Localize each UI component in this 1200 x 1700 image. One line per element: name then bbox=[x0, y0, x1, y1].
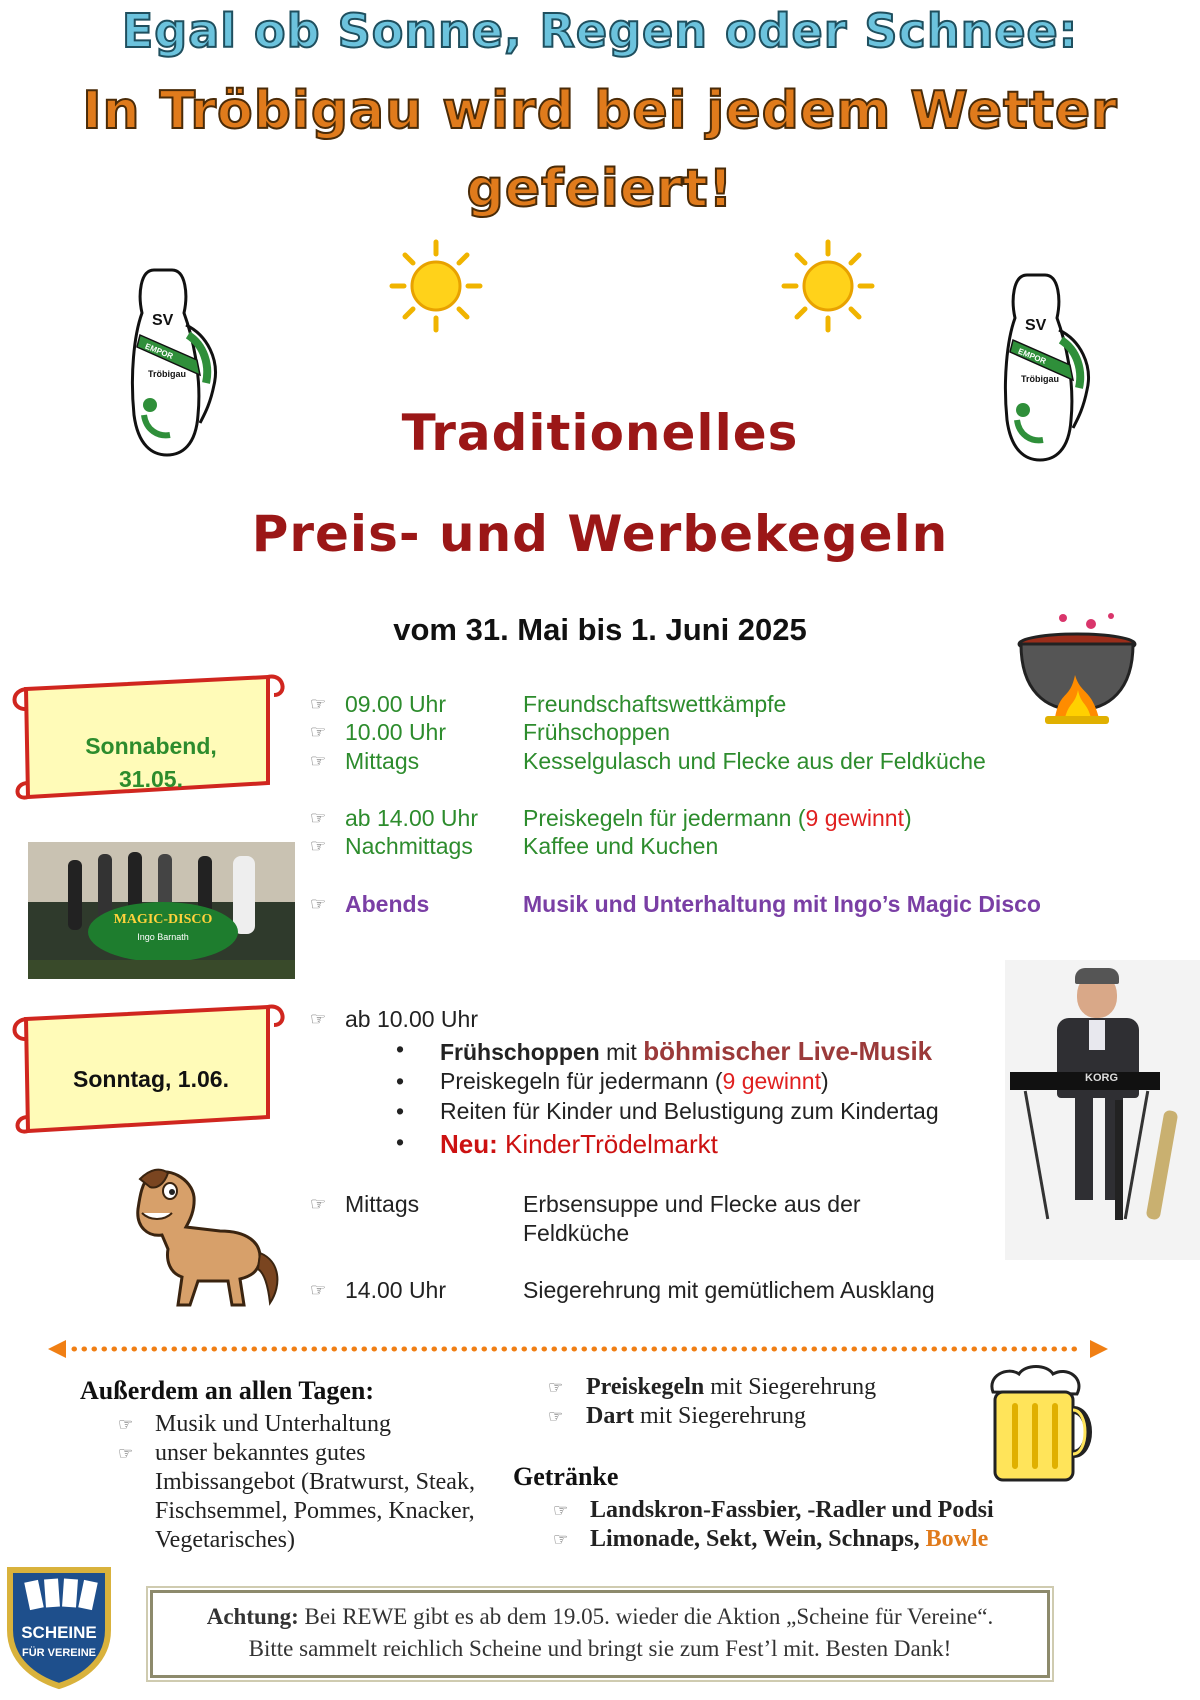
pin-logo-sv: SV bbox=[152, 312, 174, 329]
pointing-hand-icon: ☞ bbox=[310, 1194, 327, 1214]
pointing-hand-icon: ☞ bbox=[553, 1530, 569, 1549]
event-title-line2: Preis- und Werbekegeln bbox=[251, 505, 949, 563]
pointing-hand-icon: ☞ bbox=[118, 1415, 134, 1434]
schedule-desc: Frühschoppen bbox=[523, 719, 671, 745]
everyday-heading: Außerdem an allen Tagen: bbox=[80, 1376, 374, 1405]
badge-line2: FÜR VEREINE bbox=[22, 1647, 96, 1659]
schedule-time: ab 10.00 Uhr bbox=[345, 1006, 478, 1032]
saturday-label bbox=[26, 733, 276, 793]
pin-logo-town: Tröbigau bbox=[1021, 374, 1059, 384]
event-title-line1: Traditionelles bbox=[401, 404, 799, 462]
drinks-heading: Getränke bbox=[513, 1462, 619, 1491]
pointing-hand-icon: ☞ bbox=[548, 1407, 564, 1426]
horse-icon bbox=[120, 1165, 285, 1315]
schedule-desc: Preiskegeln für jedermann (9 gewinnt) bbox=[523, 805, 912, 831]
pointing-hand-icon: ☞ bbox=[310, 894, 327, 914]
pointing-hand-icon: ☞ bbox=[310, 808, 327, 828]
magic-disco-sub: Ingo Barnath bbox=[137, 932, 189, 942]
schedule-desc: Freundschaftswettkämpfe bbox=[523, 691, 787, 717]
dotted-separator bbox=[48, 1338, 1108, 1360]
pointing-hand-icon: ☞ bbox=[548, 1378, 564, 1397]
saturday-label-day: Sonnabend, bbox=[85, 733, 217, 759]
event-dates: vom 31. Mai bis 1. Juni 2025 bbox=[393, 612, 807, 647]
schedule-time: 10.00 Uhr bbox=[345, 719, 447, 745]
notice-line2: Bitte sammelt reichlich Scheine und bringt sie zum Fest’l mit. Besten Dank! bbox=[248, 1636, 952, 1661]
pointing-hand-icon: ☞ bbox=[310, 1009, 327, 1029]
schedule-time: Mittags bbox=[345, 748, 420, 774]
schedule-time: 09.00 Uhr bbox=[345, 691, 447, 717]
headline-line-a: In Tröbigau wird bei jedem Wetter bbox=[82, 81, 1118, 141]
pointing-hand-icon: ☞ bbox=[310, 694, 327, 714]
keyboard-brand: KORG bbox=[1085, 1072, 1118, 1084]
schedule-desc-highlight: 9 gewinnt bbox=[805, 805, 904, 831]
schedule-time: Nachmittags bbox=[345, 833, 473, 859]
beer-mug-icon bbox=[985, 1362, 1095, 1487]
pointing-hand-icon: ☞ bbox=[553, 1501, 569, 1520]
schedule-desc: Musik und Unterhaltung mit Ingo’s Magic Disco bbox=[523, 891, 1041, 917]
rewe-notice-box bbox=[150, 1590, 1050, 1678]
headline-weather: Egal ob Sonne, Regen oder Schnee: bbox=[121, 4, 1079, 58]
cauldron-icon bbox=[1015, 610, 1145, 730]
sunday-label: Sonntag, 1.06. bbox=[73, 1066, 229, 1092]
headline-celebration bbox=[0, 72, 1200, 228]
schedule-desc: Kesselgulasch und Flecke aus der Feldküche bbox=[523, 748, 986, 774]
sun-icon bbox=[780, 238, 876, 334]
scheine-fuer-vereine-badge bbox=[0, 1560, 118, 1690]
pin-logo-sv: SV bbox=[1025, 317, 1047, 334]
schedule-time: 14.00 Uhr bbox=[345, 1277, 447, 1303]
saturday-label-date: 31.05. bbox=[119, 766, 183, 792]
magic-disco-sign: MAGIC-DISCO bbox=[113, 912, 213, 927]
magic-disco-photo bbox=[28, 842, 295, 979]
schedule-time: ab 14.00 Uhr bbox=[345, 805, 478, 831]
pointing-hand-icon: ☞ bbox=[310, 1280, 327, 1300]
pin-logo-empor: EMPOR bbox=[1016, 346, 1048, 366]
pointing-hand-icon: ☞ bbox=[310, 751, 327, 771]
schedule-desc: Siegerehrung mit gemütlichem Ausklang bbox=[523, 1277, 935, 1303]
headline-line-b: gefeiert! bbox=[466, 159, 734, 219]
pointing-hand-icon: ☞ bbox=[310, 836, 327, 856]
schedule-time: Mittags bbox=[345, 1191, 420, 1217]
schedule-time: Abends bbox=[345, 891, 430, 917]
musician-photo bbox=[1005, 960, 1200, 1260]
schedule-desc-cont: Feldküche bbox=[523, 1220, 630, 1246]
notice-line1: Achtung: Bei REWE gibt es ab dem 19.05. wieder die Aktion „Scheine für Vereine“. bbox=[206, 1604, 994, 1629]
pin-logo-empor: EMPOR bbox=[143, 341, 175, 361]
sun-icon bbox=[388, 238, 484, 334]
pointing-hand-icon: ☞ bbox=[310, 722, 327, 742]
badge-line1: SCHEINE bbox=[21, 1623, 97, 1642]
schedule-desc: Erbsensuppe und Flecke aus der bbox=[523, 1191, 861, 1217]
live-music-highlight: böhmischer Live-Musik bbox=[643, 1036, 933, 1066]
pin-logo-town: Tröbigau bbox=[148, 369, 186, 379]
pointing-hand-icon: ☞ bbox=[118, 1444, 134, 1463]
schedule-desc: Kaffee und Kuchen bbox=[523, 833, 719, 859]
